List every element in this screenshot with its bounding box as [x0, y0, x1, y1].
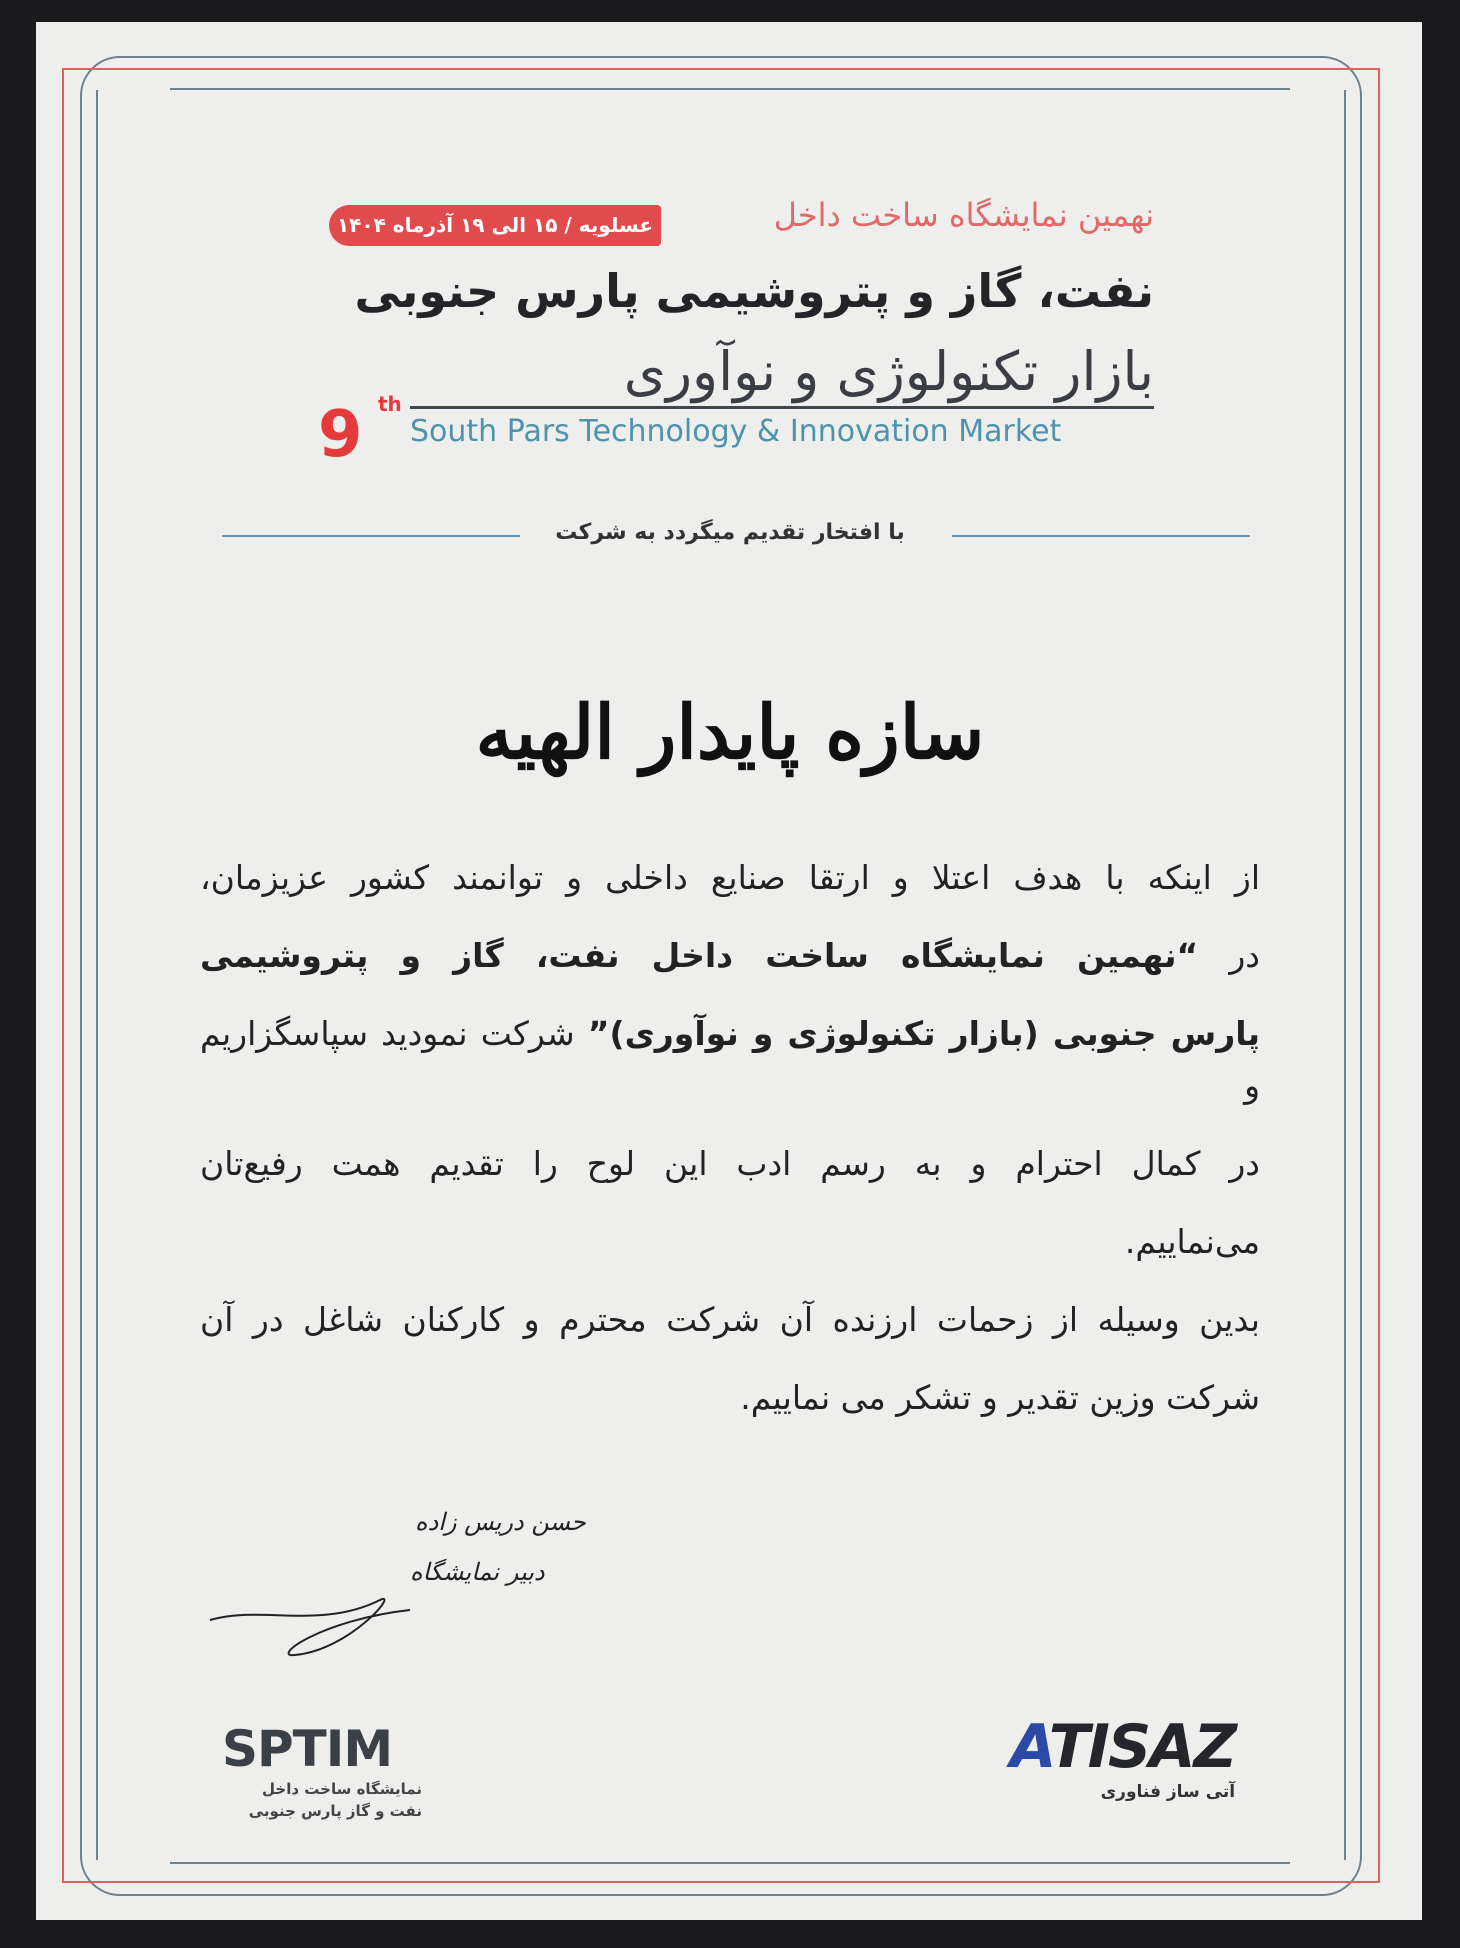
sptim-wordmark: SPTIM: [222, 1720, 393, 1778]
edition-suffix: th: [378, 392, 402, 416]
date-badge: عسلویه / ۱۵ الی ۱۹ آذرماه ۱۴۰۴: [329, 205, 661, 246]
body-text: در: [1198, 936, 1260, 975]
exhibition-title-2: بازار تکنولوژی و نوآوری: [623, 340, 1154, 403]
sptim-line1: نمایشگاه ساخت داخل: [262, 1780, 422, 1798]
exhibition-subtitle: نهمین نمایشگاه ساخت داخل: [773, 196, 1154, 234]
body-line: [200, 1216, 1260, 1294]
atisaz-rest: TISAZ: [1048, 1712, 1236, 1782]
body-line: [200, 930, 1260, 1008]
body-line: [200, 1294, 1260, 1372]
atisaz-wordmark: [1010, 1712, 1235, 1782]
sptim-line2: نفت و گاز پارس جنوبی: [248, 1802, 422, 1820]
signature-role: دبیر نمایشگاه: [410, 1558, 545, 1586]
body-text: در کمال احترام و به رسم ادب این لوح را تقدیم همت رفیع‌تان: [200, 1144, 1260, 1183]
body-text: شرکت نمودید سپاسگزاریم و: [200, 1014, 1260, 1105]
body-line: [200, 852, 1260, 930]
atisaz-a: A: [1010, 1712, 1049, 1782]
presented-to-label: با افتخار تقدیم میگردد به شرکت: [555, 520, 905, 545]
company-name: سازه پایدار الهیه: [475, 690, 985, 776]
title-underline: [410, 406, 1154, 409]
body-text: پارس جنوبی (بازار تکنولوژی و نوآوری)”: [587, 1014, 1260, 1053]
body-text: شرکت وزین تقدیر و تشکر می نماییم.: [740, 1378, 1260, 1417]
top-divider: [170, 88, 1290, 90]
atisaz-logo: [1010, 1712, 1235, 1802]
body-line: [200, 1138, 1260, 1216]
exhibition-title: نفت، گاز و پتروشیمی پارس جنوبی: [354, 264, 1154, 318]
body-text: بدین وسیله از زحمات ارزنده آن شرکت محترم و کارکنان شاغل در آن: [200, 1300, 1260, 1339]
body-text: از اینکه با هدف اعتلا و ارتقا صنایع داخلی و توانمند کشور عزیزمان،: [200, 858, 1260, 897]
sptim-logo: [222, 1720, 422, 1822]
body-text: “نهمین نمایشگاه ساخت داخل نفت، گاز و پتروشیمی: [200, 936, 1199, 975]
body-line: [200, 1008, 1260, 1138]
atisaz-subtitle: آتی ساز فناوری: [1100, 1782, 1236, 1802]
body-line: [200, 1372, 1260, 1450]
signature-stroke: [210, 1599, 410, 1655]
signature-name: حسن دریس زاده: [415, 1508, 586, 1536]
english-title: South Pars Technology & Innovation Market: [410, 414, 1062, 449]
edition-number: 9: [318, 398, 363, 472]
bottom-divider: [170, 1862, 1290, 1864]
certificate-body: [200, 852, 1260, 1450]
signature: [200, 1500, 586, 1660]
body-text: می‌نماییم.: [1124, 1222, 1260, 1261]
